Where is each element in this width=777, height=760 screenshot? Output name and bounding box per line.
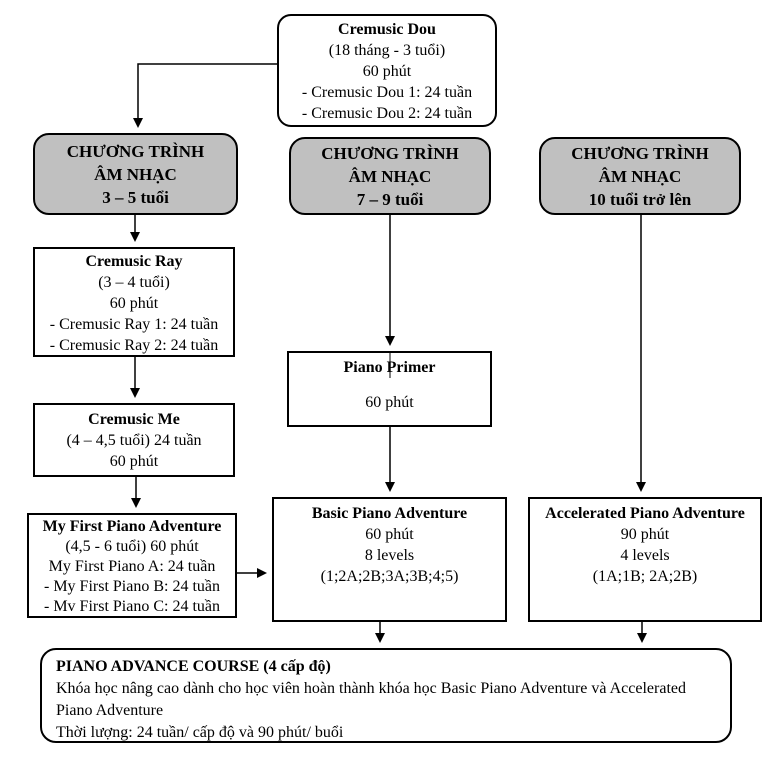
node-line: - Cremusic Dou 1: 24 tuần	[301, 84, 473, 101]
node-line: 7 – 9 tuổi	[356, 189, 424, 209]
arrow-dou-to-program-3-5	[138, 64, 277, 126]
node-line: (1;2A;2B;3A;3B;4;5)	[320, 568, 459, 585]
node-description: Khóa học nâng cao dành cho học viên hoàn thành khóa học Basic Piano Adventure và Accelerated Piano Adventure	[56, 680, 687, 719]
node-title: Basic Piano Adventure	[311, 505, 468, 522]
node-my-first-piano-adventure	[27, 513, 237, 618]
node-line: 60 phút	[362, 63, 412, 80]
node-line: My First Piano A: 24 tuần	[48, 558, 216, 575]
node-line: - Cremusic Dou 2: 24 tuần	[301, 105, 473, 122]
node-line: ÂM NHẠC	[94, 164, 177, 184]
node-line: 60 phút	[109, 295, 159, 312]
node-program-10-plus	[539, 137, 741, 215]
node-cremusic-me	[33, 403, 235, 477]
spacer	[289, 378, 490, 392]
node-basic-piano-adventure	[272, 497, 507, 622]
node-cremusic-ray	[33, 247, 235, 357]
node-cremusic-dou	[277, 14, 497, 127]
node-line: 10 tuổi trở lên	[588, 189, 692, 209]
node-title: Cremusic Ray	[85, 253, 183, 270]
node-line: (4 – 4,5 tuổi) 24 tuần	[66, 432, 202, 449]
node-line: 8 levels	[364, 547, 415, 564]
node-line: CHƯƠNG TRÌNH	[321, 143, 459, 163]
node-title: Accelerated Piano Adventure	[545, 505, 745, 522]
node-line: - Cremusic Ray 1: 24 tuần	[49, 316, 219, 333]
node-title: My First Piano Adventure	[42, 518, 222, 535]
node-line: (1A;1B; 2A;2B)	[592, 568, 698, 585]
node-line: 4 levels	[620, 547, 670, 564]
node-accelerated-piano-adventure	[528, 497, 762, 622]
node-line: 3 – 5 tuổi	[102, 187, 169, 207]
node-line: CHƯƠNG TRÌNH	[66, 141, 205, 161]
node-title: Cremusic Dou	[338, 21, 436, 38]
node-line: 60 phút	[365, 394, 414, 411]
node-line: (18 tháng - 3 tuổi)	[328, 42, 446, 59]
node-line: 60 phút	[109, 453, 159, 470]
node-line: (4,5 - 6 tuổi) 60 phút	[65, 538, 199, 555]
node-title: PIANO ADVANCE COURSE (4 cấp độ)	[56, 658, 331, 675]
node-line: ÂM NHẠC	[348, 166, 432, 186]
node-line: 90 phút	[620, 526, 670, 543]
node-program-3-5	[33, 133, 238, 215]
node-line: 60 phút	[365, 526, 414, 543]
node-line: - Mv First Piano C: 24 tuần	[43, 598, 220, 615]
node-line: - My First Piano B: 24 tuần	[43, 578, 220, 595]
node-program-7-9	[289, 137, 491, 215]
node-line: - Cremusic Ray 2: 24 tuần	[49, 337, 219, 354]
node-duration: Thời lượng: 24 tuần/ cấp độ và 90 phút/ buổi	[56, 724, 344, 741]
node-line: (3 – 4 tuổi)	[98, 274, 170, 291]
node-piano-primer	[287, 351, 492, 427]
node-piano-advance-course	[40, 648, 732, 743]
node-title: Cremusic Me	[88, 411, 180, 428]
node-line: CHƯƠNG TRÌNH	[571, 143, 709, 163]
node-line: ÂM NHẠC	[598, 166, 682, 186]
node-title: Piano Primer	[343, 359, 436, 376]
